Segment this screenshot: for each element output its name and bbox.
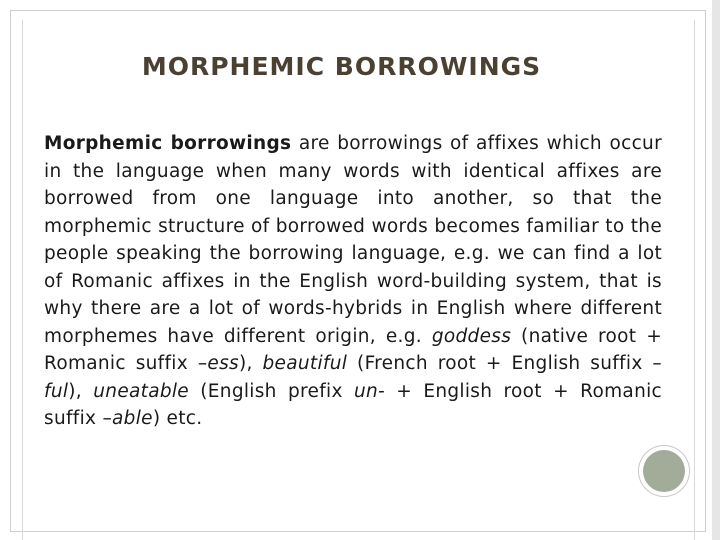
term-morphemic-borrowings: Morphemic borrowings — [44, 133, 292, 154]
example-uneatable-desc-b: + English root + Romanic suffix — [44, 380, 663, 429]
example-beautiful-desc: (French root + English suffix — [357, 353, 643, 374]
side-scrollbar — [712, 0, 720, 540]
prefix-un: un- — [353, 380, 386, 402]
example-uneatable: uneatable — [93, 380, 189, 402]
example-uneatable-desc: (English prefix — [200, 380, 343, 402]
slide-title: MORPHEMIC BORROWINGS — [141, 52, 542, 81]
example-beautiful-close: ), — [68, 380, 82, 402]
suffix-able: –able — [102, 408, 153, 429]
example-goddess-close: ), — [238, 353, 253, 374]
example-goddess-desc: (native root + Romanic suffix — [44, 325, 663, 374]
decorative-circle-icon — [643, 450, 685, 492]
example-goddess: goddess — [431, 325, 512, 347]
example-beautiful: beautiful — [262, 353, 348, 374]
body-text-ending: ) etc. — [152, 408, 203, 429]
slide-body-text — [44, 130, 662, 433]
body-text-main: are borrowings of affixes which occur in the language when many words with identical affixes are borrowed from one language into another, so that the morphemic structure of borrowed words becomes familiar to the people speaking the borrowing language, e.g. we can find a lot of Romanic affixes in the English word-building system, that is why there are a lot of words-hybrids in English where different morphemes have different origin, e.g. — [44, 133, 662, 347]
suffix-ful: –ful — [44, 353, 662, 402]
suffix-ess: –ess — [197, 353, 239, 374]
